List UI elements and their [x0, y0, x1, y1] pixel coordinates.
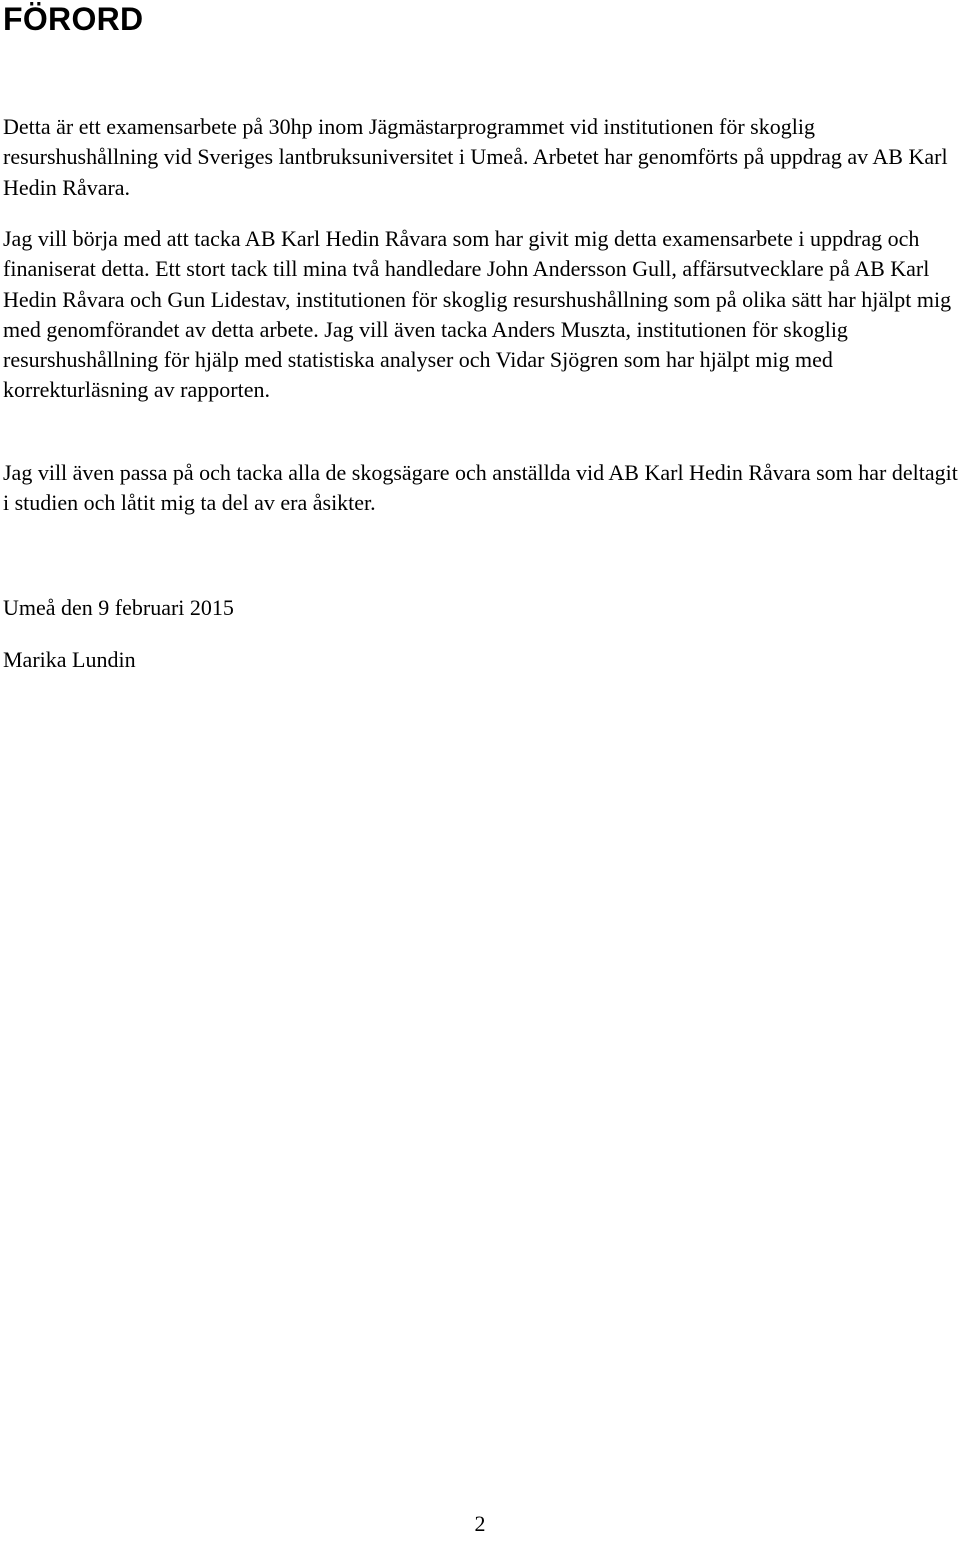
author-signature: Marika Lundin: [3, 647, 136, 672]
place-date: Umeå den 9 februari 2015: [3, 595, 234, 620]
page-number: 2: [474, 1511, 486, 1536]
paragraph-intro: Detta är ett examensarbete på 30hp inom Jägmästarprogrammet vid institutionen för skoglig resurshushållning vid Sveriges lantbruksuniversitet i Umeå. Arbetet har genomförts på uppdrag av AB Karl Hedin Råvara.: [3, 114, 948, 200]
paragraph-thanks-participants: Jag vill även passa på och tacka alla de skogsägare och anställda vid AB Karl Hedin Råvara som har deltagit i studien och låtit mig ta del av era åsikter.: [3, 460, 958, 516]
page-title: FÖRORD: [3, 1, 144, 37]
paragraph-acknowledgements: Jag vill börja med att tacka AB Karl Hedin Råvara som har givit mig detta examensarbete i uppdrag och finaniserat detta. Ett stort tack till mina två handledare John Andersson Gull, affärsutvecklare på AB Karl Hedin Råvara och Gun Lidestav, institutionen för skoglig resurshushållning som på olika sätt har hjälpt mig med genomförandet av detta arbete. Jag vill även tacka Anders Muszta, institutionen för skoglig resurshushållning för hjälp med statistiska analyser och Vidar Sjögren som har hjälpt mig med korrekturläsning av rapporten.: [3, 226, 952, 403]
